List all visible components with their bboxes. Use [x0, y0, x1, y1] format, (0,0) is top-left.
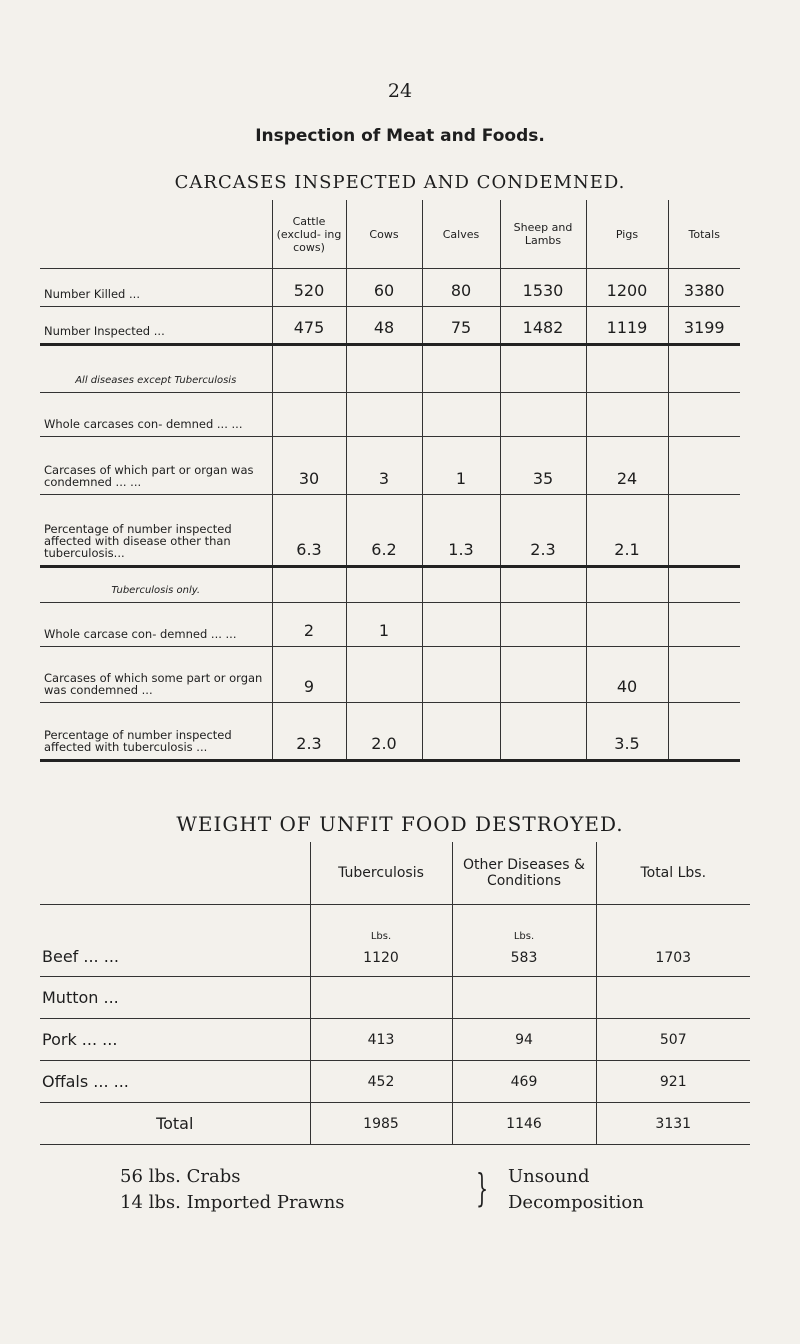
cell: 9 [272, 647, 346, 703]
cell-value: 583 [510, 950, 538, 966]
cell: 24 [586, 437, 668, 495]
cell: 94 [452, 1019, 596, 1061]
cell: 413 [310, 1019, 452, 1061]
table-row [40, 977, 750, 1019]
cell: 1119 [586, 307, 668, 345]
cell: 2.1 [586, 495, 668, 567]
cell [668, 703, 740, 761]
weight-table [40, 842, 750, 1145]
cell [422, 567, 500, 603]
cell: 40 [586, 647, 668, 703]
footnote-items [120, 1164, 345, 1216]
footnote-reason-line: Decomposition [508, 1192, 644, 1213]
cell: 1 [422, 437, 500, 495]
cell [668, 345, 740, 393]
cell: 2 [272, 603, 346, 647]
table-row [40, 269, 740, 307]
table-header-row [40, 842, 750, 905]
cell [346, 647, 422, 703]
group-heading: All diseases except Tuberculosis [40, 345, 272, 393]
cell: 6.2 [346, 495, 422, 567]
cell: 6.3 [272, 495, 346, 567]
cell: 1.3 [422, 495, 500, 567]
row-label: Offals ... ... [40, 1061, 310, 1103]
cell [668, 495, 740, 567]
total-row [40, 1103, 750, 1145]
cell: 1703 [596, 905, 750, 977]
cell: 48 [346, 307, 422, 345]
cell: 2.0 [346, 703, 422, 761]
cell [500, 567, 586, 603]
cell [596, 977, 750, 1019]
cell: 3199 [668, 307, 740, 345]
column-header: Cattle (exclud- ing cows) [272, 200, 346, 269]
column-header: Sheep and Lambs [500, 200, 586, 269]
cell: 3131 [596, 1103, 750, 1145]
cell: 3 [346, 437, 422, 495]
section-title: Inspection of Meat and Foods. [255, 126, 545, 146]
column-header: Totals [668, 200, 740, 269]
header-blank [40, 842, 310, 905]
cell: 469 [452, 1061, 596, 1103]
column-header: Other Diseases & Conditions [452, 842, 596, 905]
cell: 520 [272, 269, 346, 307]
row-label: Mutton ... [40, 977, 310, 1019]
cell [272, 393, 346, 437]
cell [422, 703, 500, 761]
cell [422, 393, 500, 437]
cell [422, 603, 500, 647]
cell: 1985 [310, 1103, 452, 1145]
page-number: 24 [387, 80, 413, 102]
row-label: Total [40, 1103, 310, 1145]
cell [586, 393, 668, 437]
cell: 475 [272, 307, 346, 345]
cell-value: 1120 [363, 950, 399, 966]
cell [452, 977, 596, 1019]
cell: 75 [422, 307, 500, 345]
cell: 452 [310, 1061, 452, 1103]
cell [668, 393, 740, 437]
row-label: Carcases of which some part or organ was condemned ... [40, 647, 272, 703]
unit-label: Lbs. [513, 931, 535, 942]
cell [500, 703, 586, 761]
cell [668, 647, 740, 703]
weight-title: WEIGHT OF UNFIT FOOD DESTROYED. [176, 812, 624, 836]
cell [422, 647, 500, 703]
table-row [40, 647, 740, 703]
unit-label: Lbs. [370, 931, 392, 942]
brace-icon: } [476, 1166, 489, 1210]
cell: 30 [272, 437, 346, 495]
carcases-table [40, 200, 740, 762]
table-row [40, 1061, 750, 1103]
cell [452, 905, 596, 977]
row-label: Pork ... ... [40, 1019, 310, 1061]
cell: 2.3 [272, 703, 346, 761]
cell: 3380 [668, 269, 740, 307]
column-header: Cows [346, 200, 422, 269]
cell: 60 [346, 269, 422, 307]
table-header-row [40, 200, 740, 269]
cell [500, 345, 586, 393]
cell [500, 393, 586, 437]
cell [310, 977, 452, 1019]
footnote-reason-line: Unsound [508, 1166, 590, 1187]
cell [346, 567, 422, 603]
row-label: Number Killed ... [40, 269, 272, 307]
row-label: Number Inspected ... [40, 307, 272, 345]
column-header: Calves [422, 200, 500, 269]
cell [346, 393, 422, 437]
row-label: Carcases of which part or organ was condemned ... ... [40, 437, 272, 495]
table-row [40, 603, 740, 647]
table-row [40, 437, 740, 495]
table-row [40, 393, 740, 437]
table-row [40, 495, 740, 567]
row-label: Whole carcases con- demned ... ... [40, 393, 272, 437]
row-label: Whole carcase con- demned ... ... [40, 603, 272, 647]
cell: 3.5 [586, 703, 668, 761]
cell [500, 647, 586, 703]
group-heading-row [40, 567, 740, 603]
carcases-title: CARCASES INSPECTED AND CONDEMNED. [174, 172, 626, 193]
header-blank [40, 200, 272, 269]
cell [346, 345, 422, 393]
cell [272, 567, 346, 603]
row-label: Percentage of number inspected affected with tuberculosis ... [40, 703, 272, 761]
column-header: Total Lbs. [596, 842, 750, 905]
column-header: Pigs [586, 200, 668, 269]
cell [310, 905, 452, 977]
footnote-reason [508, 1164, 644, 1216]
cell [668, 437, 740, 495]
footnote-line: 56 lbs. Crabs [120, 1166, 241, 1187]
group-heading-row [40, 345, 740, 393]
cell: 35 [500, 437, 586, 495]
column-header: Tuberculosis [310, 842, 452, 905]
cell [586, 567, 668, 603]
row-label: Beef ... ... [40, 905, 310, 977]
footnote-line: 14 lbs. Imported Prawns [120, 1192, 345, 1213]
cell [586, 345, 668, 393]
cell: 1200 [586, 269, 668, 307]
cell: 921 [596, 1061, 750, 1103]
cell [272, 345, 346, 393]
cell: 1530 [500, 269, 586, 307]
cell: 1 [346, 603, 422, 647]
cell [668, 603, 740, 647]
cell: 80 [422, 269, 500, 307]
cell [668, 567, 740, 603]
cell [586, 603, 668, 647]
table-row [40, 307, 740, 345]
table-row [40, 1019, 750, 1061]
cell: 1146 [452, 1103, 596, 1145]
table-row [40, 905, 750, 977]
cell [500, 603, 586, 647]
table-row [40, 703, 740, 761]
group-heading: Tuberculosis only. [40, 567, 272, 603]
row-label: Percentage of number inspected affected with disease other than tuberculosis... [40, 495, 272, 567]
cell: 507 [596, 1019, 750, 1061]
cell: 1482 [500, 307, 586, 345]
cell: 2.3 [500, 495, 586, 567]
cell [422, 345, 500, 393]
